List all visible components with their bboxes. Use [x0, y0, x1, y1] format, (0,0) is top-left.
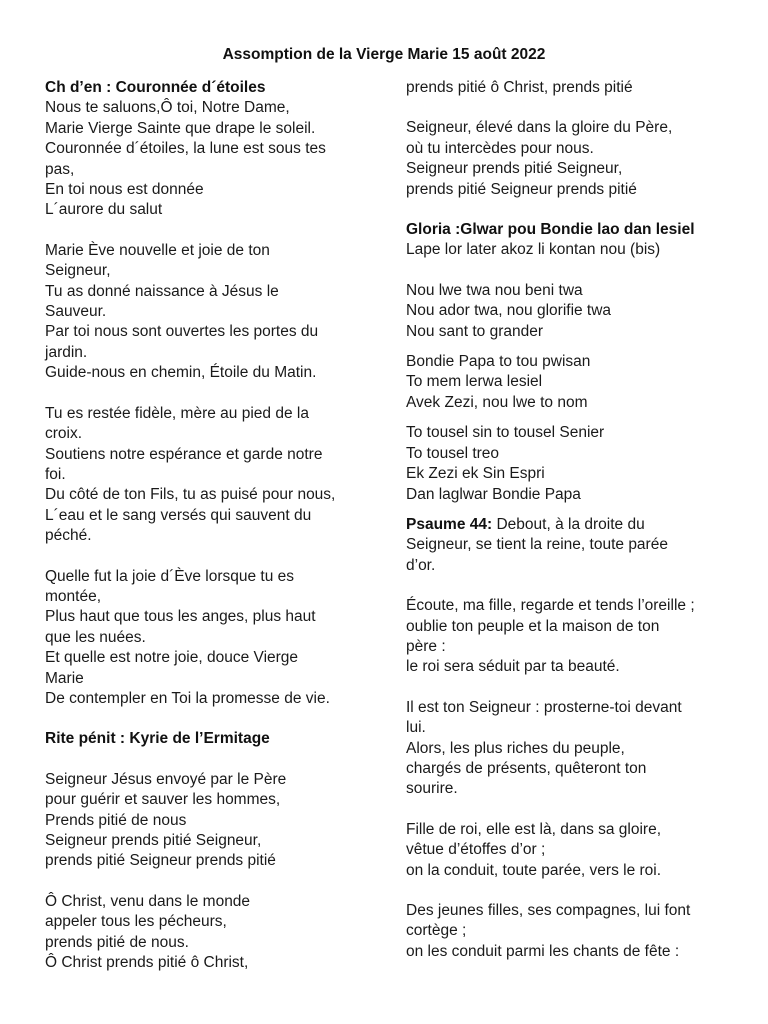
verse-line: To tousel sin to tousel Senier	[406, 424, 605, 442]
verse-line: Du côté de ton Fils, tu as puisé pour nous,	[45, 486, 336, 504]
verse-line: Marie	[45, 669, 84, 687]
verse-line: péché.	[45, 527, 92, 545]
verse-line: Ô Christ prends pitié ô Christ,	[45, 954, 249, 972]
verse-line: d’or.	[406, 556, 436, 574]
verse-line: cortège ;	[406, 922, 467, 940]
stanza	[406, 281, 736, 342]
verse-line: Quelle fut la joie d´Ève lorsque tu es	[45, 567, 294, 585]
verse-line: Nous te saluons,Ô toi, Notre Dame,	[45, 99, 290, 117]
verse-line: Ek Zezi ek Sin Espri	[406, 465, 545, 483]
verse-line: Par toi nous sont ouvertes les portes du	[45, 323, 319, 341]
verse-line: To mem lerwa lesiel	[406, 373, 543, 391]
stanza	[406, 352, 736, 413]
verse-line: Seigneur prends pitié Seigneur,	[45, 832, 262, 849]
verse-line: père :	[406, 637, 446, 655]
verse-line: chargés de présents, quêteront ton	[406, 759, 647, 777]
verse-line: prends pitié ô Christ, prends pitié	[406, 79, 633, 96]
verse-line: on la conduit, toute parée, vers le roi.	[406, 861, 662, 879]
verse-line: Ô Christ, venu dans le monde	[45, 892, 251, 910]
chant-title: Couronnée d´étoiles	[115, 79, 266, 96]
rite-heading: Rite pénit : Kyrie de l’Ermitage	[45, 730, 270, 748]
verse-line: Seigneur,	[45, 262, 111, 280]
verse-line: prends pitié Seigneur prends pitié	[406, 180, 637, 198]
verse-line: De contempler en Toi la promesse de vie.	[45, 689, 330, 707]
verse-line: Tu as donné naissance à Jésus le	[45, 282, 279, 300]
gloria-stanzas	[406, 281, 736, 505]
psaume-stanzas	[406, 596, 736, 962]
chant-stanzas	[45, 98, 375, 709]
verse-line: Sauveur.	[45, 303, 107, 321]
chant-heading	[45, 78, 375, 98]
verse-line: L´eau et le sang versés qui sauvent du	[45, 506, 312, 524]
verse-line: Seigneur Jésus envoyé par le Père	[45, 770, 287, 788]
kyrie-continuation	[406, 78, 736, 98]
verse-line: Soutiens notre espérance et garde notre	[45, 445, 323, 463]
verse-line: le roi sera séduit par ta beauté.	[406, 658, 620, 676]
verse-line: Nou sant to grander	[406, 322, 544, 340]
psaume-intro	[406, 515, 736, 576]
verse-line: pour guérir et sauver les hommes,	[45, 791, 281, 809]
verse-line: foi.	[45, 465, 66, 483]
psaume-intro-line: Debout, à la droite du	[492, 515, 645, 533]
verse-line: Nou ador twa, nou glorifie twa	[406, 302, 612, 320]
verse-line: Alors, les plus riches du peuple,	[406, 739, 625, 757]
kyrie-stanzas	[45, 770, 375, 974]
verse-line: que les nuées.	[45, 628, 146, 646]
stanza	[406, 596, 736, 678]
verse-line: Et quelle est notre joie, douce Vierge	[45, 649, 299, 667]
kyrie-stanza-3	[406, 118, 736, 200]
verse-line: Plus haut que tous les anges, plus haut	[45, 608, 316, 626]
stanza	[406, 698, 736, 800]
chant-label: Ch d’en :	[45, 79, 116, 96]
gloria-refrain	[406, 240, 736, 260]
stanza	[406, 820, 736, 881]
gloria-heading: Gloria :Glwar pou Bondie lao dan lesiel	[406, 221, 695, 239]
left-column	[45, 78, 375, 973]
verse-line: où tu intercèdes pour nous.	[406, 139, 594, 157]
stanza	[45, 404, 375, 547]
stanza	[45, 892, 375, 974]
verse-line: on les conduit parmi les chants de fête :	[406, 942, 680, 960]
verse-line: sourire.	[406, 780, 458, 798]
verse-line: To tousel treo	[406, 444, 500, 462]
verse-line: Fille de roi, elle est là, dans sa gloire,	[406, 820, 662, 838]
verse-line: Bondie Papa to tou pwisan	[406, 353, 591, 371]
verse-line: Marie Ève nouvelle et joie de ton	[45, 241, 270, 259]
right-column	[406, 78, 736, 962]
stanza	[45, 567, 375, 710]
verse-line: lui.	[406, 719, 426, 737]
psaume-label: Psaume 44:	[406, 515, 493, 533]
verse-line: Nou lwe twa nou beni twa	[406, 281, 583, 299]
verse-line: Écoute, ma fille, regarde et tends l’oreille ;	[406, 597, 695, 615]
verse-line: vêtue d’étoffes d’or ;	[406, 841, 546, 859]
verse-line: Tu es restée fidèle, mère au pied de la	[45, 404, 309, 422]
verse-line: Lape lor later akoz li kontan nou (bis)	[406, 241, 661, 259]
verse-line: Couronnée d´étoiles, la lune est sous tes	[45, 140, 326, 158]
verse-line: Des jeunes filles, ses compagnes, lui font	[406, 902, 691, 919]
verse-line: Prends pitié de nous	[45, 811, 187, 829]
page-title: Assomption de la Vierge Marie 15 août 2022	[222, 46, 546, 63]
verse-line: montée,	[45, 587, 102, 605]
stanza	[406, 423, 736, 505]
verse-line: Avek Zezi, nou lwe to nom	[406, 393, 588, 411]
verse-line: appeler tous les pécheurs,	[45, 913, 227, 931]
stanza	[45, 770, 375, 872]
verse-line: L´aurore du salut	[45, 201, 163, 219]
verse-line: Seigneur, se tient la reine, toute parée	[406, 536, 668, 554]
verse-line: Seigneur prends pitié Seigneur,	[406, 160, 623, 178]
stanza	[406, 901, 736, 962]
stanza	[45, 241, 375, 384]
verse-line: pas,	[45, 160, 75, 178]
verse-line: Seigneur, élevé dans la gloire du Père,	[406, 119, 673, 137]
verse-line: prends pitié Seigneur prends pitié	[45, 852, 276, 870]
stanza	[45, 98, 375, 220]
verse-line: En toi nous est donnée	[45, 181, 204, 199]
verse-line: Dan laglwar Bondie Papa	[406, 485, 581, 503]
verse-line: croix.	[45, 425, 83, 443]
verse-line: Guide-nous en chemin, Étoile du Matin.	[45, 364, 317, 382]
verse-line: prends pitié de nous.	[45, 933, 189, 951]
verse-line: Marie Vierge Sainte que drape le soleil.	[45, 119, 316, 137]
verse-line: Il est ton Seigneur : prosterne-toi devant	[406, 698, 682, 716]
verse-line: oublie ton peuple et la maison de ton	[406, 617, 660, 635]
verse-line: jardin.	[45, 343, 88, 361]
